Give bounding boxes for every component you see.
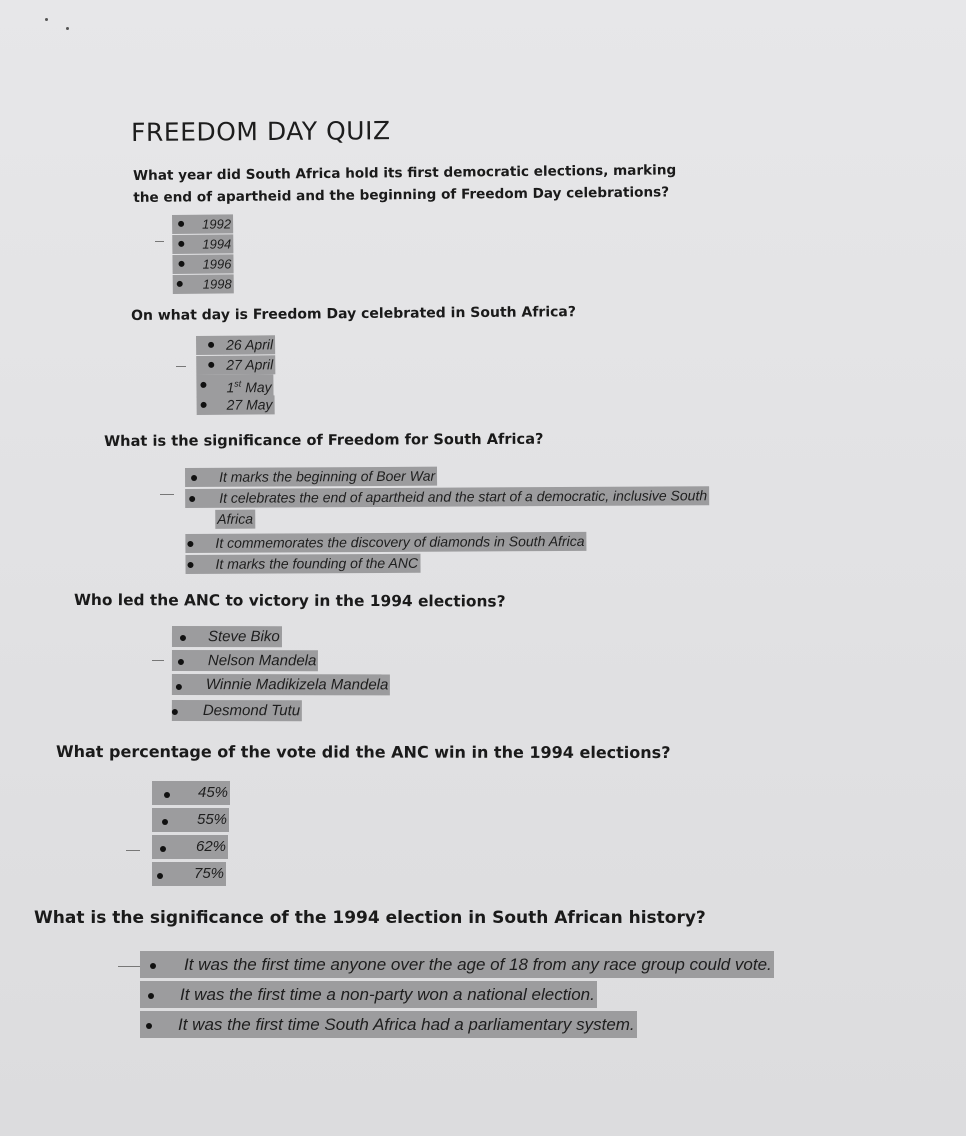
question-2-line-1: On what day is Freedom Day celebrated in South Africa? xyxy=(131,304,577,324)
question-5-line-1: What percentage of the vote did the ANC win in the 1994 elections? xyxy=(55,742,671,763)
option[interactable] xyxy=(185,464,709,488)
option-text: It marks the founding of the ANC xyxy=(185,554,420,574)
option-text: It was the first time a non-party won a national election. xyxy=(140,981,597,1008)
option[interactable] xyxy=(140,1011,774,1041)
answer-mark xyxy=(160,494,174,495)
question-1-options xyxy=(172,213,234,294)
option[interactable] xyxy=(152,808,230,835)
option[interactable] xyxy=(140,981,774,1011)
question-4-options xyxy=(172,626,391,724)
bullet-icon xyxy=(178,659,184,665)
question-6-line-1: What is the significance of the 1994 election in South African history? xyxy=(34,908,706,928)
ordinal-suffix: st xyxy=(234,378,242,389)
bullet-icon xyxy=(178,261,184,267)
option-text: 27 May xyxy=(197,395,275,415)
answer-mark xyxy=(155,241,164,242)
question-3 xyxy=(104,429,544,453)
option-text: It was the first time anyone over the age of 18 from any race group could vote. xyxy=(140,951,774,978)
question-5 xyxy=(56,740,671,765)
bullet-icon xyxy=(189,495,195,501)
question-1-line-1: What year did South Africa hold its first democratic elections, marking xyxy=(133,162,677,184)
bullet-icon xyxy=(180,635,186,641)
option-text: Desmond Tutu xyxy=(172,700,302,721)
option-text: 45% xyxy=(152,781,230,805)
option-text: 27 April xyxy=(196,355,275,375)
question-1 xyxy=(133,159,677,209)
bullet-icon xyxy=(176,684,182,690)
option-text: It commemorates the discovery of diamonds in South Africa xyxy=(185,532,586,553)
bullet-icon xyxy=(164,792,170,798)
option-text: Winnie Madikizela Mandela xyxy=(172,674,391,695)
option-text: 55% xyxy=(152,808,229,832)
option[interactable] xyxy=(185,485,709,509)
bullet-icon xyxy=(208,362,214,368)
bullet-icon xyxy=(208,342,214,348)
option-text: 1996 xyxy=(172,254,233,274)
question-4-line-1: Who led the ANC to victory in the 1994 elections? xyxy=(73,591,506,611)
question-6 xyxy=(34,906,706,931)
question-5-options xyxy=(152,781,230,889)
question-3-line-1: What is the significance of Freedom for South Africa? xyxy=(104,430,544,450)
option-text: It marks the beginning of Boer War xyxy=(185,467,437,487)
quiz-title: FREEDOM DAY QUIZ xyxy=(131,116,391,147)
bullet-icon xyxy=(177,281,183,287)
bullet-icon xyxy=(148,993,154,999)
option-text: 26 April xyxy=(196,335,275,355)
option-text: Steve Biko xyxy=(172,626,282,647)
option[interactable] xyxy=(196,374,275,395)
question-4 xyxy=(74,589,506,614)
option[interactable] xyxy=(185,551,709,575)
option-text: 62% xyxy=(152,835,228,859)
question-6-options xyxy=(140,951,774,1041)
bullet-icon xyxy=(200,382,206,388)
option-text: 1992 xyxy=(172,214,233,234)
bullet-icon xyxy=(178,241,184,247)
option[interactable] xyxy=(152,781,230,808)
option[interactable] xyxy=(172,626,391,650)
option[interactable] xyxy=(172,253,233,274)
bullet-icon xyxy=(178,221,184,227)
option[interactable] xyxy=(172,233,233,254)
option[interactable] xyxy=(152,862,230,889)
answer-mark xyxy=(126,850,140,851)
option[interactable] xyxy=(172,650,391,674)
option[interactable] xyxy=(172,700,391,724)
option[interactable] xyxy=(196,334,275,355)
option[interactable] xyxy=(196,354,275,375)
answer-mark xyxy=(176,366,186,367)
option-continuation xyxy=(185,506,709,533)
bullet-icon xyxy=(187,561,193,567)
option-text: It celebrates the end of apartheid and the start of a democratic, inclusive South xyxy=(185,486,709,508)
option[interactable] xyxy=(185,530,709,554)
bullet-icon xyxy=(157,873,163,879)
question-3-options xyxy=(185,464,710,575)
option[interactable] xyxy=(140,951,774,981)
option-text: 75% xyxy=(152,862,226,886)
option-text: Nelson Mandela xyxy=(172,650,318,671)
bullet-icon xyxy=(172,709,178,715)
option-text: 1994 xyxy=(172,234,233,254)
option[interactable] xyxy=(152,835,230,862)
question-1-line-2: the end of apartheid and the beginning of Freedom Day celebrations? xyxy=(133,184,670,206)
option-text: It was the first time South Africa had a parliamentary system. xyxy=(140,1011,637,1038)
bullet-icon xyxy=(146,1023,152,1029)
question-2-options xyxy=(196,334,276,415)
paper-speck xyxy=(66,27,69,30)
bullet-icon xyxy=(150,963,156,969)
option[interactable] xyxy=(197,394,276,415)
option[interactable] xyxy=(172,674,391,700)
option-text: 1998 xyxy=(173,274,234,294)
question-2 xyxy=(131,301,576,327)
bullet-icon xyxy=(160,846,166,852)
option-text: 1st May xyxy=(196,374,273,397)
answer-mark xyxy=(118,966,142,967)
option[interactable] xyxy=(173,273,234,294)
option-text: Africa xyxy=(215,510,255,529)
bullet-icon xyxy=(191,474,197,480)
bullet-icon xyxy=(187,540,193,546)
bullet-icon xyxy=(162,819,168,825)
bullet-icon xyxy=(201,402,207,408)
answer-mark xyxy=(152,660,164,661)
option[interactable] xyxy=(172,213,233,234)
paper-speck xyxy=(45,18,48,21)
